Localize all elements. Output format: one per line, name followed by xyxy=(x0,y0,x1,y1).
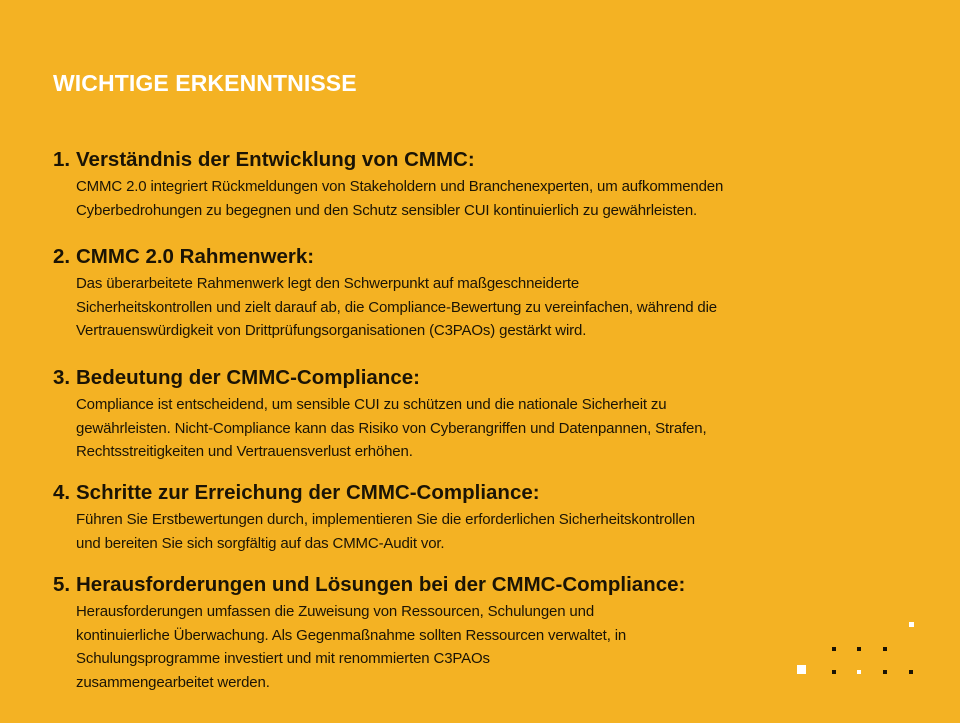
takeaway-heading xyxy=(53,572,903,598)
takeaway-heading xyxy=(53,365,903,391)
takeaway-item-3 xyxy=(53,365,903,464)
takeaway-body-line: CMMC 2.0 integriert Rückmeldungen von Stakeholdern und Branchenexperten, um aufkommenden xyxy=(76,178,724,195)
takeaway-number: 5. xyxy=(53,573,71,596)
takeaway-body-line: Herausforderungen umfassen die Zuweisung von Ressourcen, Schulungen und xyxy=(76,603,595,620)
takeaway-body-line: Rechtsstreitigkeiten und Vertrauensverlust erhöhen. xyxy=(76,443,413,460)
dot-dark xyxy=(909,670,913,674)
takeaway-number: 3. xyxy=(53,366,71,389)
takeaway-heading xyxy=(53,480,903,506)
page-title: WICHTIGE ERKENNTNISSE xyxy=(53,70,357,96)
takeaway-body-line: Führen Sie Erstbewertungen durch, implementieren Sie die erforderlichen Sicherheitskontrollen xyxy=(76,511,695,528)
takeaway-body-line: Vertrauenswürdigkeit von Drittprüfungsorganisationen (C3PAOs) gestärkt wird. xyxy=(76,322,587,339)
takeaway-heading xyxy=(53,147,903,173)
takeaway-body-line: Cyberbedrohungen zu begegnen und den Schutz sensibler CUI kontinuierlich zu gewährleisten. xyxy=(76,201,698,219)
dot-light xyxy=(909,622,914,627)
takeaway-title: Schritte zur Erreichung der CMMC-Compliance: xyxy=(76,481,540,504)
takeaway-title: Verständnis der Entwicklung von CMMC: xyxy=(76,148,475,171)
takeaway-body-line: und bereiten Sie sich sorgfältig auf das CMMC-Audit vor. xyxy=(76,534,445,552)
takeaway-title: CMMC 2.0 Rahmenwerk: xyxy=(76,245,315,268)
takeaway-body-line: Sicherheitskontrollen und zielt darauf ab, die Compliance-Bewertung zu vereinfachen, während die xyxy=(76,298,717,316)
takeaway-item-2 xyxy=(53,244,903,343)
takeaway-body xyxy=(76,600,903,694)
takeaway-body xyxy=(76,393,903,464)
takeaway-item-1 xyxy=(53,147,903,222)
takeaway-title: Herausforderungen und Lösungen bei der CMMC-Compliance: xyxy=(76,573,686,596)
takeaway-heading xyxy=(53,244,903,270)
takeaway-body-line: Schulungsprogramme investiert und mit renommierten C3PAOs xyxy=(76,650,490,667)
takeaway-item-5 xyxy=(53,572,903,694)
takeaway-body-line: Compliance ist entscheidend, um sensible CUI zu schützen und die nationale Sicherheit zu xyxy=(76,396,667,413)
takeaway-number: 1. xyxy=(53,148,71,171)
takeaway-body xyxy=(76,175,903,222)
takeaway-title: Bedeutung der CMMC-Compliance: xyxy=(76,366,420,389)
takeaway-body-line: Das überarbeitete Rahmenwerk legt den Schwerpunkt auf maßgeschneiderte xyxy=(76,275,580,292)
takeaway-body xyxy=(76,272,903,343)
takeaway-number: 2. xyxy=(53,245,71,268)
takeaway-body xyxy=(76,508,903,555)
takeaway-body-line: gewährleisten. Nicht-Compliance kann das Risiko von Cyberangriffen und Datenpannen, Strafen, xyxy=(76,419,707,437)
takeaway-body-line: kontinuierliche Überwachung. Als Gegenmaßnahme sollten Ressourcen verwaltet, in xyxy=(76,626,627,644)
takeaway-body-line: zusammengearbeitet werden. xyxy=(76,673,270,691)
takeaway-item-4 xyxy=(53,480,903,555)
takeaway-number: 4. xyxy=(53,481,71,504)
